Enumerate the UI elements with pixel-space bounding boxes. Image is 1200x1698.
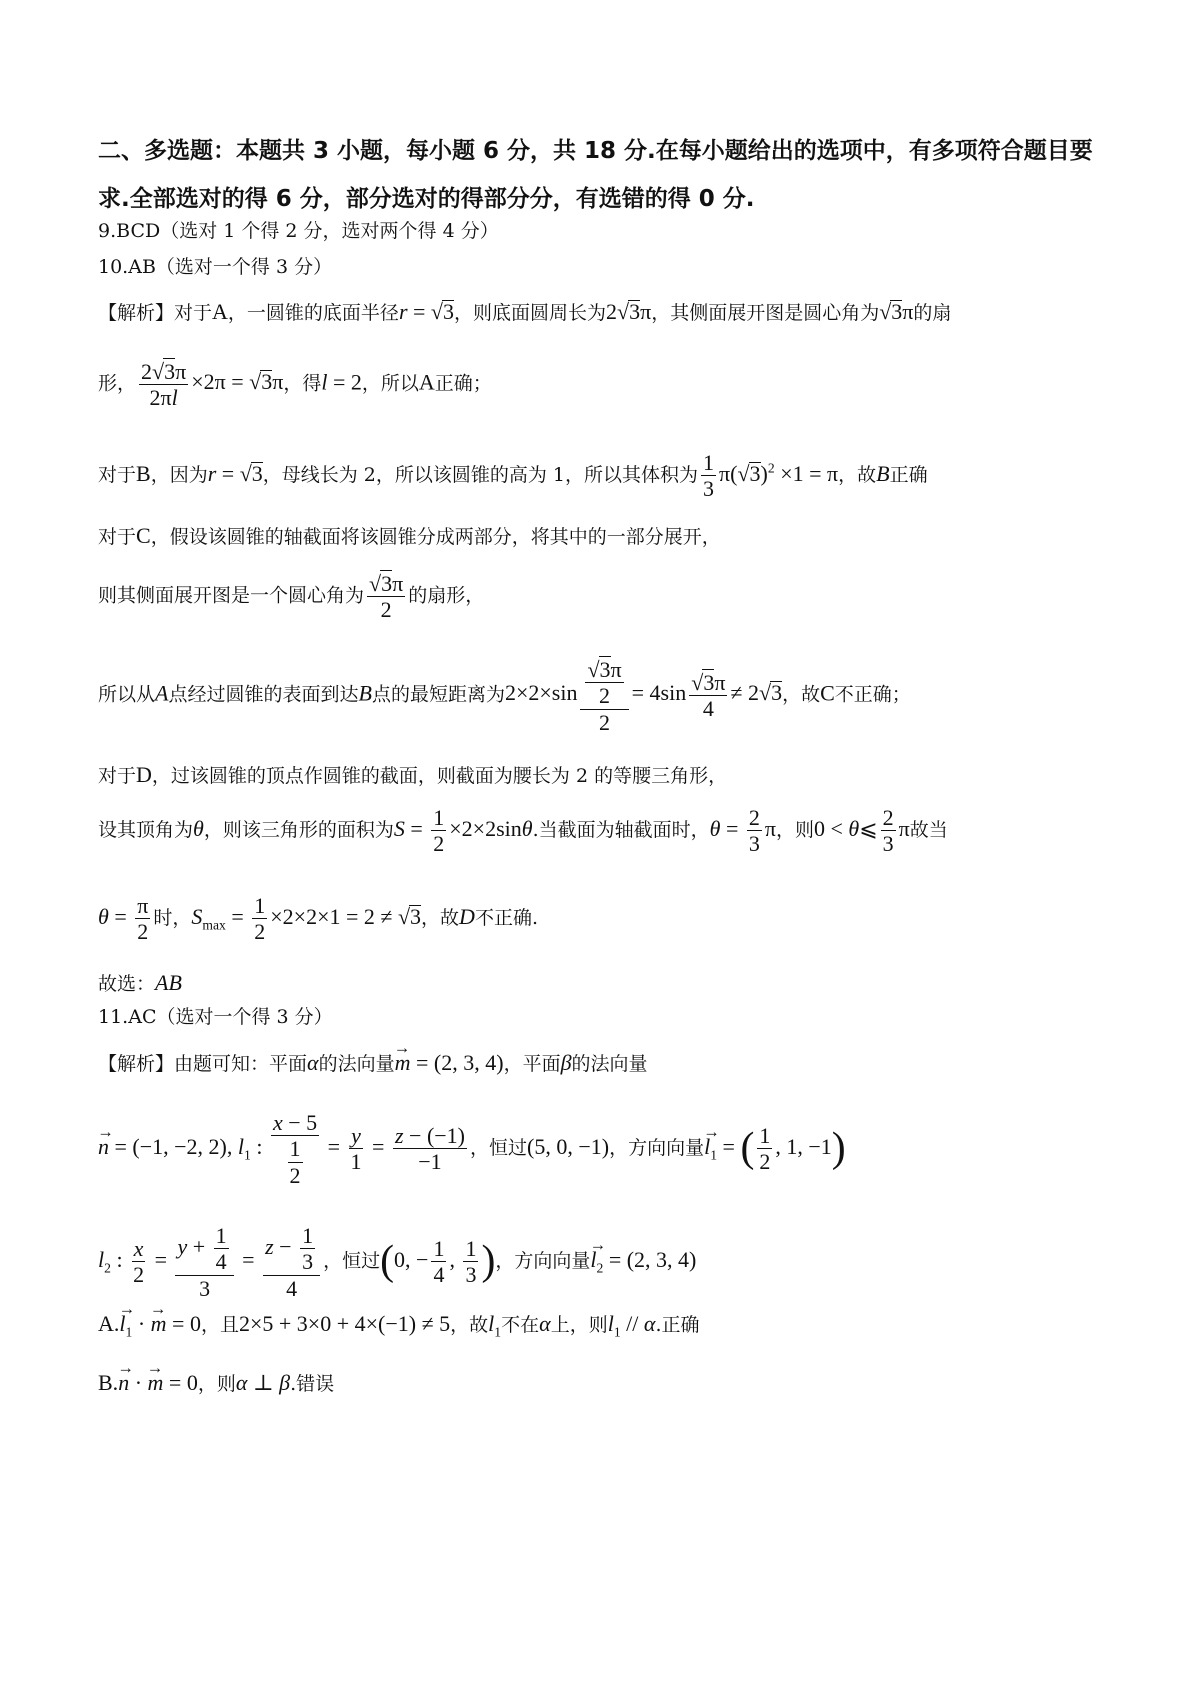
section-heading-line-2: 求.全部选对的得 6 分，部分选对的得部分分，有选错的得 0 分. bbox=[98, 186, 755, 212]
text-fragment: ，故 bbox=[450, 1314, 489, 1336]
q10-analysis-a-line-1: 【解析】对于A，一圆锥的底面半径r = √3，则底面圆周长为2√3π，其侧面展开图是圆心角为√3π的扇 bbox=[98, 299, 952, 324]
text-fragment: 对于 bbox=[98, 765, 137, 787]
text-fragment: 设其顶角为 bbox=[98, 818, 194, 841]
text-fragment: 的法向量 bbox=[318, 1053, 395, 1075]
text-fragment: 时， bbox=[153, 906, 192, 929]
math-fraction: $\frac{x - 5}{\frac{1}{2}}$ bbox=[272, 1110, 318, 1188]
text-fragment: ，得 bbox=[283, 372, 322, 395]
text-fragment: .当截面为轴截面时， bbox=[532, 818, 710, 841]
text-fragment: ，假设该圆锥的轴截面将该圆锥分成两部分，将其中的一部分展开， bbox=[150, 526, 721, 548]
text-fragment: 所以从 bbox=[98, 683, 156, 706]
math-fraction: y + $\frac{1}{4}$ 3 bbox=[175, 1223, 233, 1301]
math-fraction: $\frac{2√3\pi}{2\pi l}$ bbox=[141, 359, 187, 411]
text-fragment: ，因为 bbox=[150, 463, 208, 486]
q10-analysis-b: 对于B，因为r = √3，母线长为 2，所以该圆锥的高为 1，所以其体积为 $\frac{1}{3}$ $\pi(√3)^2 \times 1 = \pi$，故B正确 bbox=[98, 450, 928, 502]
text-fragment: 对于 bbox=[98, 526, 137, 548]
math-fraction: $\frac{\frac{√3\pi}{2}}{2}$ bbox=[580, 656, 628, 735]
text-fragment: ，则底面圆周长为 bbox=[453, 302, 606, 324]
text-fragment: ，故 bbox=[838, 463, 877, 486]
q10-analysis-d-line-3: θ = $\frac{\pi}{2}$ 时，$S_{max}$ = $\frac{1}{2}$ ×2×2×1 = 2 ≠ √3，故D不正确. bbox=[98, 893, 538, 945]
math-fraction: $\frac{1}{3}$ bbox=[703, 450, 715, 502]
text-fragment: ，一圆锥的底面半径 bbox=[227, 302, 399, 324]
q9-answer: 9.BCD（选对 1 个得 2 分，选对两个得 4 分） bbox=[98, 220, 499, 242]
text-fragment: ，恒过 bbox=[323, 1249, 381, 1272]
q10-analysis-c-line-1: 对于C，假设该圆锥的轴截面将该圆锥分成两部分，将其中的一部分展开， bbox=[98, 523, 721, 548]
text-fragment: 点的最短距离为 bbox=[371, 683, 505, 706]
math-fraction: $\frac{1}{2}$ bbox=[433, 805, 445, 857]
text-fragment: 故选： bbox=[98, 973, 156, 995]
text-fragment: ，其侧面展开图是圆心角为 bbox=[651, 302, 880, 324]
math-fraction: $\frac{\pi}{2}$ bbox=[137, 893, 149, 945]
q10-choice bbox=[98, 972, 182, 994]
text-fragment: ，则该三角形的面积为 bbox=[203, 818, 394, 841]
math-fraction: $\frac{√3\pi}{4}$ bbox=[691, 670, 726, 722]
math-fraction: $\frac{z - (-1)}{-1}$ bbox=[394, 1123, 465, 1175]
math-fraction: $\frac{1}{2}$ bbox=[759, 1123, 771, 1175]
text-fragment: ，方向向量 bbox=[495, 1249, 591, 1272]
text-fragment: 对于 bbox=[174, 302, 213, 324]
q10-analysis-d-line-2: 设其顶角为θ，则该三角形的面积为S = $\frac{1}{2}$ ×2×2sinθ.当截面为轴截面时，θ = $\frac{2}{3}$ π，则0 < θ⩽ $\frac{2}{3}$ π故当 bbox=[98, 805, 948, 857]
text-fragment: 正确 bbox=[889, 463, 928, 486]
text-fragment: ，则 bbox=[197, 1373, 236, 1395]
analysis-tag: 【解析】 bbox=[98, 1053, 175, 1075]
text-fragment: 上，则 bbox=[550, 1314, 608, 1336]
text-fragment: 不正确. bbox=[474, 906, 538, 929]
text-fragment: .错误 bbox=[290, 1373, 335, 1395]
q10-answer: 10.AB（选对一个得 3 分） bbox=[98, 256, 333, 278]
math-fraction: $\frac{y}{1}$ bbox=[350, 1123, 362, 1175]
text-fragment: 由题可知：平面 bbox=[174, 1053, 308, 1075]
text-fragment: 的扇形， bbox=[408, 584, 485, 607]
analysis-tag: 【解析】 bbox=[98, 302, 175, 324]
math-fraction: $\frac{1}{4}$ bbox=[433, 1236, 445, 1288]
text-fragment: ，过该圆锥的顶点作圆锥的截面，则截面为腰长为 2 的等腰三角形， bbox=[151, 765, 728, 787]
text-fragment: ，且 bbox=[200, 1314, 239, 1336]
text-fragment: ，则 bbox=[775, 818, 814, 841]
text-fragment: 形， bbox=[98, 372, 137, 395]
math-fraction: $\frac{√3\pi}{2}$ bbox=[369, 571, 404, 623]
text-fragment: ，故 bbox=[421, 906, 460, 929]
text-fragment: 故当 bbox=[909, 818, 948, 841]
q10-analysis-c-line-3: 所以从A点经过圆锥的表面到达B点的最短距离为2×2×sin $\frac{\frac{√3\pi}{2}}{2}$ = 4sin $\frac{√3\pi}{4}$ ≠ 2√3，故C不正确； bbox=[98, 657, 911, 735]
text-fragment: ，故 bbox=[782, 683, 821, 706]
math-fraction: z − $\frac{1}{3}$ 4 bbox=[263, 1223, 320, 1301]
text-fragment: 点经过圆锥的表面到达 bbox=[168, 683, 359, 706]
math-fraction: $\frac{x}{2}$ bbox=[133, 1236, 145, 1288]
section-heading-line-1: 二、多选题：本题共 3 小题，每小题 6 分，共 18 分.在每小题给出的选项中，有多项符合题目要 bbox=[98, 138, 1093, 164]
q11-analysis-line-3: $l_2$ : $\frac{x}{2}$ = y + $\frac{1}{4}$ 3 = z − $\frac{1}{3}$ 4 ，恒过(0, − $\frac{1}{4}$ , $\frac{1}{3}$ )，方向向量→ $l_2 = (2$, 3, 4) bbox=[98, 1223, 696, 1301]
q11-analysis-line-2: → n = (−1, −2, 2), $l_1$ : $\frac{x - 5}{\frac{1}{2}}$ = $\frac{y}{1}$ = $\frac{z - (-1)}{-1}$ ，恒过(5, 0, −1)，方向向量→ $l_1$ = ( $\frac{1}{2}$ , 1, −1) bbox=[98, 1110, 846, 1188]
text-fragment: 的法向量 bbox=[571, 1053, 648, 1075]
q11-answer: 11.AC（选对一个得 3 分） bbox=[98, 1006, 333, 1028]
text-fragment: ，所以 bbox=[361, 372, 419, 395]
text-fragment: 不在 bbox=[501, 1314, 540, 1336]
q11-option-a: $A.\to l_1$ · → m = 0，且2×5 + 3×0 + 4×(−1) ≠ 5，故$l_1$不在α上，则$l_1$ // α.正确 bbox=[98, 1313, 699, 1339]
q11-option-b: B.→ n · → m = 0，则α ⊥ β.错误 bbox=[98, 1372, 334, 1394]
text-fragment: 则其侧面展开图是一个圆心角为 bbox=[98, 584, 365, 607]
choice-value: AB bbox=[155, 970, 182, 995]
q10-analysis-a-line-2: 形， $\frac{2√3\pi}{2\pi l}$ ×2π = √3π，得l = 2，所以A正确； bbox=[98, 359, 492, 411]
math-fraction: $\frac{1}{2}$ bbox=[254, 893, 266, 945]
math-fraction: $\frac{2}{3}$ bbox=[748, 805, 760, 857]
q10-analysis-d-line-1: 对于D，过该圆锥的顶点作圆锥的截面，则截面为腰长为 2 的等腰三角形， bbox=[98, 762, 728, 787]
math-fraction: $\frac{1}{3}$ bbox=[465, 1236, 477, 1288]
text-fragment: 的扇 bbox=[913, 302, 952, 324]
q11-analysis-line-1: 【解析】由题可知：平面α的法向量→ m = (2, 3, 4)，平面β的法向量 bbox=[98, 1052, 648, 1074]
text-fragment: 不正确； bbox=[834, 683, 911, 706]
text-fragment: .正确 bbox=[655, 1314, 700, 1336]
q10-analysis-c-line-2 bbox=[98, 570, 484, 623]
text-fragment: ，平面 bbox=[503, 1053, 561, 1075]
text-fragment: 正确； bbox=[434, 372, 492, 395]
text-fragment: ，母线长为 2，所以该圆锥的高为 1，所以其体积为 bbox=[262, 463, 699, 486]
text-fragment: ，方向向量 bbox=[609, 1136, 705, 1159]
math-fraction: $\frac{2}{3}$ bbox=[882, 805, 894, 857]
text-fragment: 对于 bbox=[98, 463, 137, 486]
text-fragment: ，恒过 bbox=[470, 1136, 528, 1159]
